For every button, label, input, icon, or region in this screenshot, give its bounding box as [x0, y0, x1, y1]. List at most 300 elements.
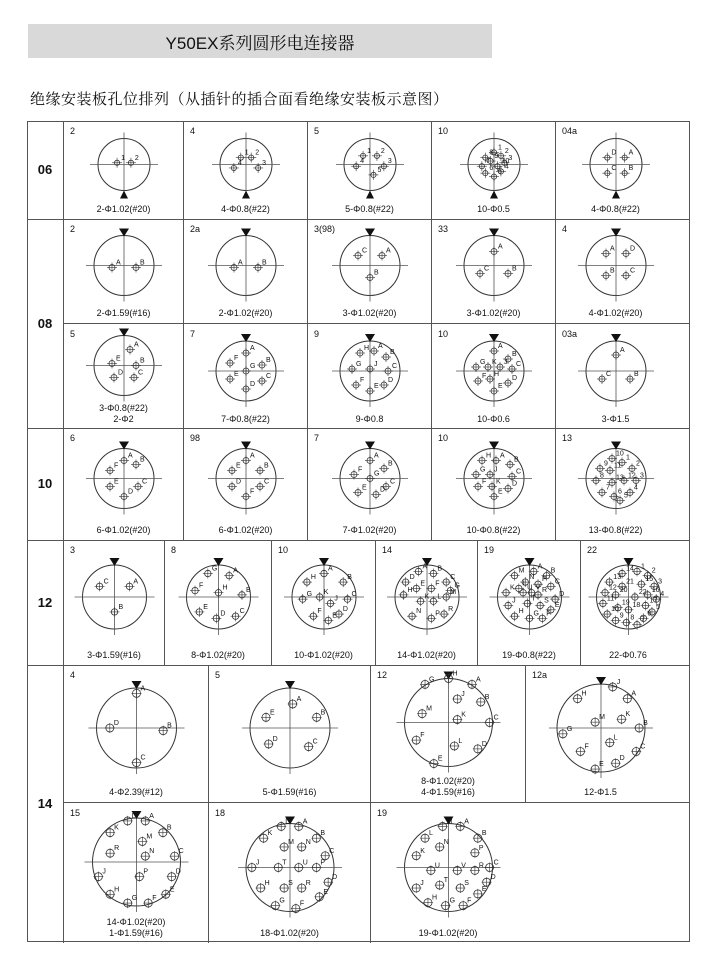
contact-label: C [362, 247, 368, 255]
contact-label: E [374, 383, 379, 390]
contact-pin [407, 608, 421, 621]
section-subtitle: 绝缘安装板孔位排列（从插针的插合面看绝缘安装板示意图） [30, 91, 449, 108]
contact-label: 13 [613, 574, 622, 582]
contact-spec: 2-Φ2 [113, 414, 134, 424]
contact-label: C [312, 738, 318, 746]
key-marker [490, 191, 498, 199]
contact-label: G [211, 565, 218, 573]
contact-label: D [559, 591, 565, 599]
contact-spec: 6-Φ1.02(#20) [96, 525, 151, 535]
arrangement-number: 2 [70, 126, 76, 136]
contact-pin [143, 895, 156, 908]
contact-label: G [250, 363, 256, 370]
arrangement-number: 4 [70, 670, 76, 680]
contact-spec: 5-Φ0.8(#22) [345, 204, 394, 214]
contact-label: 16 [651, 586, 660, 594]
contact-label: A [328, 565, 333, 573]
arrangement-number: 7 [314, 433, 320, 443]
contact-pin [158, 825, 172, 838]
contact-label: K [323, 589, 329, 596]
contact-pin [291, 901, 304, 914]
contact-label: P [143, 868, 149, 876]
contact-pin [441, 898, 455, 911]
contact-pin [241, 345, 255, 358]
contact-label: 2 [380, 147, 385, 155]
contact-label: 11 [614, 462, 622, 470]
contact-label: T [443, 877, 448, 885]
contact-pin [602, 150, 616, 163]
contact-pin [105, 720, 119, 733]
arrangement-number: 8 [171, 545, 177, 555]
contact-label: A [498, 243, 503, 251]
connector-face-diagram [64, 665, 209, 802]
contact-label: A [500, 452, 505, 460]
contact-label: B [512, 351, 517, 358]
contact-label: 7 [641, 616, 645, 624]
contact-pin [126, 155, 139, 168]
contact-label: 12 [609, 584, 617, 592]
contact-spec: 3-Φ1.5 [601, 414, 630, 424]
contact-label: N [416, 608, 422, 616]
contact-pin [416, 593, 430, 606]
contact-label: D [481, 740, 487, 748]
contact-pin [194, 604, 208, 617]
contact-pin [353, 248, 367, 261]
arrangement-number: 9 [314, 329, 320, 339]
contact-pin [620, 165, 634, 178]
contact-label: C [138, 369, 144, 377]
contact-label: D [512, 480, 518, 488]
contact-label: E [554, 601, 560, 609]
contact-label: E [323, 888, 329, 896]
contact-label: 4 [237, 159, 242, 167]
contact-spec: 7-Φ1.02(#20) [342, 525, 397, 535]
contact-pin [439, 606, 453, 619]
contact-label: 9 [604, 460, 608, 468]
contact-pin [473, 373, 486, 386]
contact-label: G [533, 610, 539, 618]
contact-pin [383, 363, 397, 376]
arrangement-cell [375, 540, 477, 665]
arrangement-row [63, 802, 690, 943]
contact-pin [631, 743, 645, 756]
contact-pin [349, 467, 362, 480]
contact-label: U [434, 862, 440, 870]
contact-label: E [599, 761, 604, 769]
contact-pin [503, 481, 517, 494]
contact-label: C [611, 165, 617, 173]
contact-label: 6 [647, 610, 652, 618]
contact-label: J [494, 466, 498, 474]
contact-pin [470, 862, 484, 875]
contact-label: A [498, 343, 503, 350]
contact-label: L [458, 737, 463, 745]
shell-size-label: 06 [37, 162, 53, 177]
contact-label: L [131, 812, 136, 820]
arrangement-cell [63, 428, 183, 540]
arrangement-cell [555, 219, 675, 323]
contact-label: F [152, 895, 157, 903]
contact-label: F [234, 355, 239, 362]
contact-label: B [266, 357, 271, 364]
contact-pin [575, 743, 588, 756]
contact-label: M [288, 838, 294, 846]
contact-pin [109, 370, 123, 383]
contact-spec: 9-Φ0.8 [355, 414, 384, 424]
contact-label: M [518, 567, 525, 575]
contact-pin [304, 739, 318, 752]
contact-label: E [332, 612, 337, 620]
contact-label: B [167, 722, 172, 730]
arrangement-row [63, 428, 690, 540]
connector-face-diagram [209, 803, 371, 943]
contact-label: R [114, 845, 120, 853]
arrangement-cell [63, 219, 183, 323]
contact-label: G [356, 361, 362, 368]
arrangement-number: 10 [438, 329, 449, 339]
arrangement-number: 2a [190, 224, 201, 234]
contact-pin [227, 463, 241, 476]
contact-label: D [490, 874, 496, 882]
arrangement-cell [477, 540, 580, 665]
contact-label: R [478, 862, 484, 870]
contact-spec: 18-Φ1.02(#20) [260, 928, 319, 938]
contact-spec: 13-Φ0.8(#22) [588, 525, 643, 535]
contact-label: 7 [606, 484, 610, 492]
contact-pin [489, 383, 503, 396]
contact-pin [298, 591, 312, 604]
contact-label: H [264, 880, 270, 888]
contact-pin [241, 453, 255, 466]
contact-spec: 22-Φ0.76 [609, 650, 647, 660]
contact-pin [119, 489, 133, 502]
contact-label: D [409, 574, 415, 582]
contact-pin [338, 574, 352, 587]
contact-label: B [118, 603, 124, 611]
contact-label: J [374, 361, 378, 368]
contact-label: N [149, 848, 155, 856]
arrangement-number: 14 [382, 545, 393, 555]
contact-label: B [245, 586, 251, 594]
contact-label: G [374, 470, 380, 478]
contact-label: C [266, 373, 272, 380]
contact-label: G [131, 895, 138, 903]
arrangement-cell [555, 428, 675, 540]
contact-label: H [494, 371, 500, 378]
contact-pin [605, 735, 618, 748]
shell-size-label: 08 [37, 315, 53, 331]
contact-pin [503, 266, 517, 279]
contact-label: K [420, 847, 425, 855]
arrangement-number: 4 [190, 126, 196, 136]
contact-pin [420, 676, 434, 689]
contact-pin [634, 720, 648, 733]
contact-pin [455, 880, 469, 893]
contact-label: M [599, 714, 605, 722]
contact-spec: 3-Φ1.02(#20) [342, 308, 397, 318]
key-marker [242, 191, 250, 199]
arrangement-cell [63, 665, 208, 802]
contact-label: G [306, 591, 313, 599]
contact-label: B [140, 259, 145, 267]
contact-label: D [342, 606, 348, 614]
contact-label: E [169, 886, 175, 894]
contact-label: C [516, 361, 522, 368]
contact-pin [477, 453, 491, 466]
contact-label: A [628, 149, 634, 157]
contact-label: D [128, 488, 134, 496]
contact-pin [501, 585, 515, 598]
key-marker [366, 191, 374, 199]
contact-label: 1 [367, 147, 371, 155]
arrangement-number: 3(98) [314, 224, 336, 234]
contact-label: D [272, 736, 278, 743]
contact-label: 11 [606, 595, 615, 603]
contact-pin [467, 676, 481, 689]
contact-pin [119, 453, 133, 466]
contact-pin [473, 886, 487, 899]
contact-pin [602, 165, 616, 178]
contact-pin [214, 585, 228, 598]
contact-label: K [267, 830, 273, 838]
contact-label: F [467, 897, 472, 905]
contact-label: 8 [600, 472, 604, 480]
contact-label: P [542, 576, 547, 584]
contact-label: 5 [498, 168, 502, 176]
contact-label: F [250, 488, 255, 496]
arrangement-cell [63, 540, 164, 665]
contact-pin [256, 880, 270, 893]
arrangement-cell [525, 665, 675, 802]
contact-pin [489, 244, 503, 257]
arrangement-number: 04a [562, 126, 578, 136]
contact-pin [170, 848, 184, 861]
contact-pin [229, 160, 242, 173]
contact-label: H [452, 670, 458, 678]
contact-pin [255, 479, 269, 492]
contact-label: K [496, 478, 501, 486]
contact-label: 5 [655, 603, 660, 611]
contact-pin [489, 343, 503, 356]
contact-pin [537, 610, 550, 623]
contact-pin [131, 260, 145, 273]
contact-spec: 4-Φ1.59(#16) [421, 787, 475, 797]
connector-face-diagram [272, 540, 376, 665]
contact-pin [452, 862, 466, 875]
contact-pin [279, 880, 293, 893]
contact-label: L [522, 580, 527, 588]
contact-label: 2 [255, 149, 260, 157]
contact-pin [441, 574, 455, 587]
contact-spec: 4-Φ1.02(#20) [588, 308, 643, 318]
contact-label: E [203, 603, 208, 611]
contact-pin [611, 612, 624, 625]
page-title [28, 24, 492, 58]
contact-pin [426, 862, 440, 875]
contact-label: B [634, 371, 639, 378]
contact-pin [365, 270, 379, 283]
contact-pin [132, 685, 146, 698]
contact-pin [131, 457, 145, 470]
contact-pin [253, 260, 267, 273]
arrangement-number: 13 [562, 433, 573, 443]
contact-pin [270, 898, 284, 911]
contact-pin [137, 833, 152, 846]
contact-pin [503, 598, 516, 611]
contact-label: E [498, 383, 503, 390]
arrangement-number: 12 [377, 670, 388, 680]
contact-pin [167, 869, 181, 882]
contact-label: F [584, 743, 589, 751]
contact-label: A [238, 259, 243, 267]
contact-pin [279, 839, 294, 852]
arrangement-cell [208, 665, 370, 802]
contact-label: 10 [501, 158, 510, 166]
contact-pin [231, 608, 245, 621]
contact-pin [622, 691, 636, 704]
contact-pin [112, 155, 125, 168]
contact-pin [129, 370, 143, 383]
contact-label: 3 [262, 159, 267, 167]
contact-label: 2 [504, 147, 509, 155]
contact-label: C [450, 574, 456, 582]
contact-label: F [199, 582, 204, 590]
arrangement-number: 3 [70, 545, 76, 555]
contact-label: B [643, 720, 648, 727]
contact-spec: 10-Φ1.02(#20) [294, 650, 353, 660]
contact-pin [259, 830, 273, 843]
contact-label: F [482, 373, 487, 380]
contact-label: G [429, 676, 435, 684]
contact-pin [107, 356, 121, 369]
contact-label: 10 [616, 450, 624, 458]
contact-label: H [518, 608, 524, 616]
arrangement-number: 6 [70, 433, 76, 443]
connector-face-diagram [209, 665, 371, 802]
contact-pin [377, 248, 391, 261]
contact-pin [241, 363, 255, 376]
contact-pin [429, 756, 443, 769]
contact-label: 13 [616, 474, 624, 482]
contact-pin [470, 845, 484, 858]
contact-pin [261, 709, 275, 722]
contact-label: J [616, 678, 621, 686]
contact-pin [365, 471, 379, 484]
contact-pin [411, 848, 425, 861]
contact-pin [225, 355, 238, 368]
contact-label: 1 [121, 154, 125, 162]
contact-label: L [285, 818, 290, 826]
contact-label: C [142, 478, 148, 486]
arrangement-number: 22 [587, 545, 598, 555]
contact-label: A [378, 343, 383, 350]
contact-label: A [233, 567, 238, 575]
contact-label: U [527, 584, 533, 592]
contact-label: S [288, 880, 293, 888]
contact-pin [105, 845, 119, 858]
contact-label: 8 [630, 614, 635, 622]
contact-pin [621, 246, 635, 259]
contact-pin [597, 371, 611, 384]
arrangement-cell [271, 540, 375, 665]
contact-pin [428, 566, 442, 579]
arrangement-cell [307, 121, 431, 219]
contact-label: 18 [632, 601, 641, 609]
contact-pin [435, 877, 449, 890]
contact-pin [253, 160, 266, 173]
arrangement-number: 10 [438, 433, 449, 443]
contact-label: T [282, 859, 287, 867]
contact-label: A [537, 563, 543, 571]
contact-label: B [388, 460, 393, 468]
contact-pin [471, 359, 485, 372]
contact-label: N [305, 838, 311, 846]
contact-pin [314, 889, 328, 902]
contact-label: F [317, 608, 322, 616]
contact-label: B [481, 830, 487, 838]
contact-label: D [220, 610, 226, 618]
contact-label: B [512, 265, 517, 273]
contact-label: S [544, 597, 549, 605]
contact-label: 5 [624, 492, 628, 500]
arrangement-cell [555, 121, 675, 219]
arrangement-number: 33 [438, 224, 449, 234]
contact-label: D [388, 377, 394, 384]
contact-pin [264, 736, 278, 749]
contact-label: B [264, 462, 269, 470]
contact-pin [473, 741, 487, 754]
contact-label: B [320, 709, 326, 717]
contact-label: T [531, 595, 536, 603]
contact-pin [535, 598, 549, 611]
contact-label: F [358, 466, 363, 474]
contact-label: J [255, 859, 260, 867]
contact-label: E [498, 488, 503, 496]
contact-label: K [424, 593, 430, 601]
arrangement-cell [431, 219, 555, 323]
contact-spec: 3-Φ1.59(#16) [87, 650, 141, 660]
arrangement-cell [63, 803, 208, 943]
arrangement-cell [183, 121, 307, 219]
contact-label: G [279, 897, 285, 905]
contact-pin [311, 830, 325, 843]
contact-pin [353, 485, 367, 498]
contact-pin [229, 260, 243, 273]
contact-label: R [448, 606, 454, 614]
contact-pin [273, 860, 287, 873]
contact-label: C [493, 859, 499, 867]
contact-label: G [454, 582, 460, 590]
contact-pin [475, 266, 489, 279]
contact-label: M [146, 833, 153, 841]
contact-label: 17 [649, 597, 658, 605]
contact-label: 4 [634, 484, 638, 492]
contact-spec: 10-Φ0.5 [477, 204, 510, 214]
contact-label: B [166, 824, 172, 832]
contact-pin [237, 587, 251, 600]
contact-label: J [334, 595, 338, 603]
contact-pin [323, 612, 337, 625]
contact-label: F [482, 478, 487, 486]
contact-pin [347, 361, 361, 374]
contact-label: L [613, 734, 618, 742]
contact-pin [507, 361, 521, 374]
contact-label: K [492, 359, 497, 366]
contact-label: P [435, 610, 440, 618]
contact-pin [257, 373, 271, 386]
contact-label: E [362, 484, 367, 492]
contact-pin [514, 580, 527, 593]
